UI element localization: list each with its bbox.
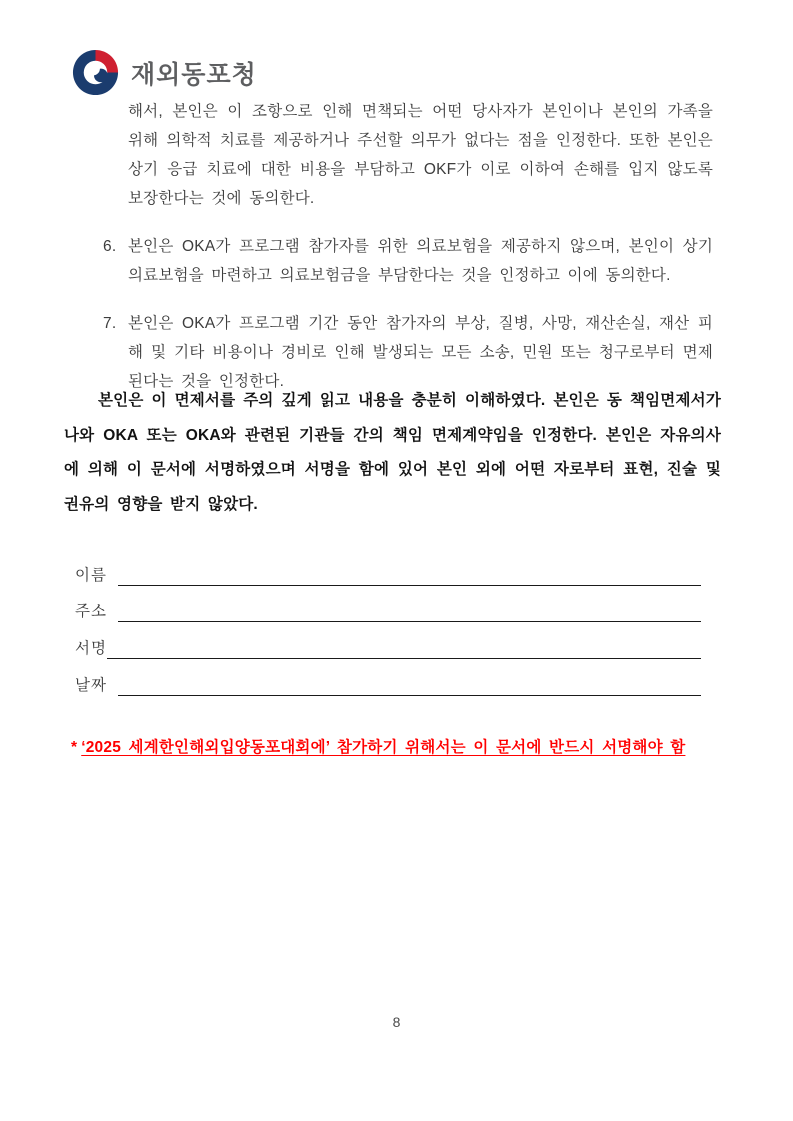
address-label: 주소 <box>75 603 107 621</box>
date-label: 날짜 <box>75 676 107 694</box>
agency-logo <box>71 48 257 97</box>
clause-5-continuation: 해서, 본인은 이 조항으로 인해 면책되는 어떤 당사자가 본인이나 본인의 가족을 위해 의학적 치료를 제공하거나 주선할 의무가 없다는 점을 인정한다. 또한 본인은 상기 응급 치료에 대한 비용을 부담하고 OKF가 이로 이하여 손해를 입지 않도록 보장한다는 것에 동의한다. <box>128 103 713 207</box>
clause-item-6 <box>103 232 713 290</box>
clauses-block <box>103 97 713 396</box>
address-field-line[interactable] <box>118 620 701 622</box>
asterisk-marker: * <box>71 739 78 756</box>
signature-form <box>75 549 701 696</box>
agency-name: 재외동포청 <box>131 60 257 89</box>
acknowledgement-paragraph: 본인은 이 면제서를 주의 깊게 읽고 내용을 충분히 이해하였다. 본인은 동 책임면제서가 나와 OKA 또는 OKA와 관련된 기관들 간의 책임 면제계약임을 인정한다. 본인은 자유의사에 의해 이 문서에 서명하였으며 서명을 함에 있어 본인 외에 어떤 자로부터 표현, 진술 및 권유의 영향을 받지 않았다. <box>64 392 721 513</box>
clause-number: 6. <box>103 238 117 255</box>
mandatory-signature-note <box>71 735 731 757</box>
form-row-name <box>75 549 701 586</box>
name-field-line[interactable] <box>118 584 701 586</box>
date-field-line[interactable] <box>118 694 701 696</box>
form-row-signature <box>75 622 701 659</box>
signature-field-line[interactable] <box>107 657 701 659</box>
clause-text: 본인은 OKA가 프로그램 기간 동안 참가자의 부상, 질병, 사망, 재산손실, 재산 피해 및 기타 비용이나 경비로 인해 발생되는 모든 소송, 민원 또는 청구로부터 면제된다는 것을 인정한다. <box>128 315 713 390</box>
clause-text: 본인은 OKA가 프로그램 참가자를 위한 의료보험을 제공하지 않으며, 본인이 상기 의료보험을 마련하고 의료보험금을 부담한다는 것을 인정하고 이에 동의한다. <box>128 238 713 284</box>
note-text: ‘2025 세계한인해외입양동포대회에’ 참가하기 위해서는 이 문서에 반드시 서명해야 함 <box>81 739 686 756</box>
name-label: 이름 <box>75 566 107 584</box>
form-row-date <box>75 659 701 696</box>
korea-government-emblem-icon <box>71 48 120 97</box>
signature-label: 서명 <box>75 640 107 658</box>
page-number: 8 <box>392 1014 401 1030</box>
clause-number: 7. <box>103 315 117 332</box>
form-row-address <box>75 586 701 623</box>
clause-item-7 <box>103 309 713 396</box>
